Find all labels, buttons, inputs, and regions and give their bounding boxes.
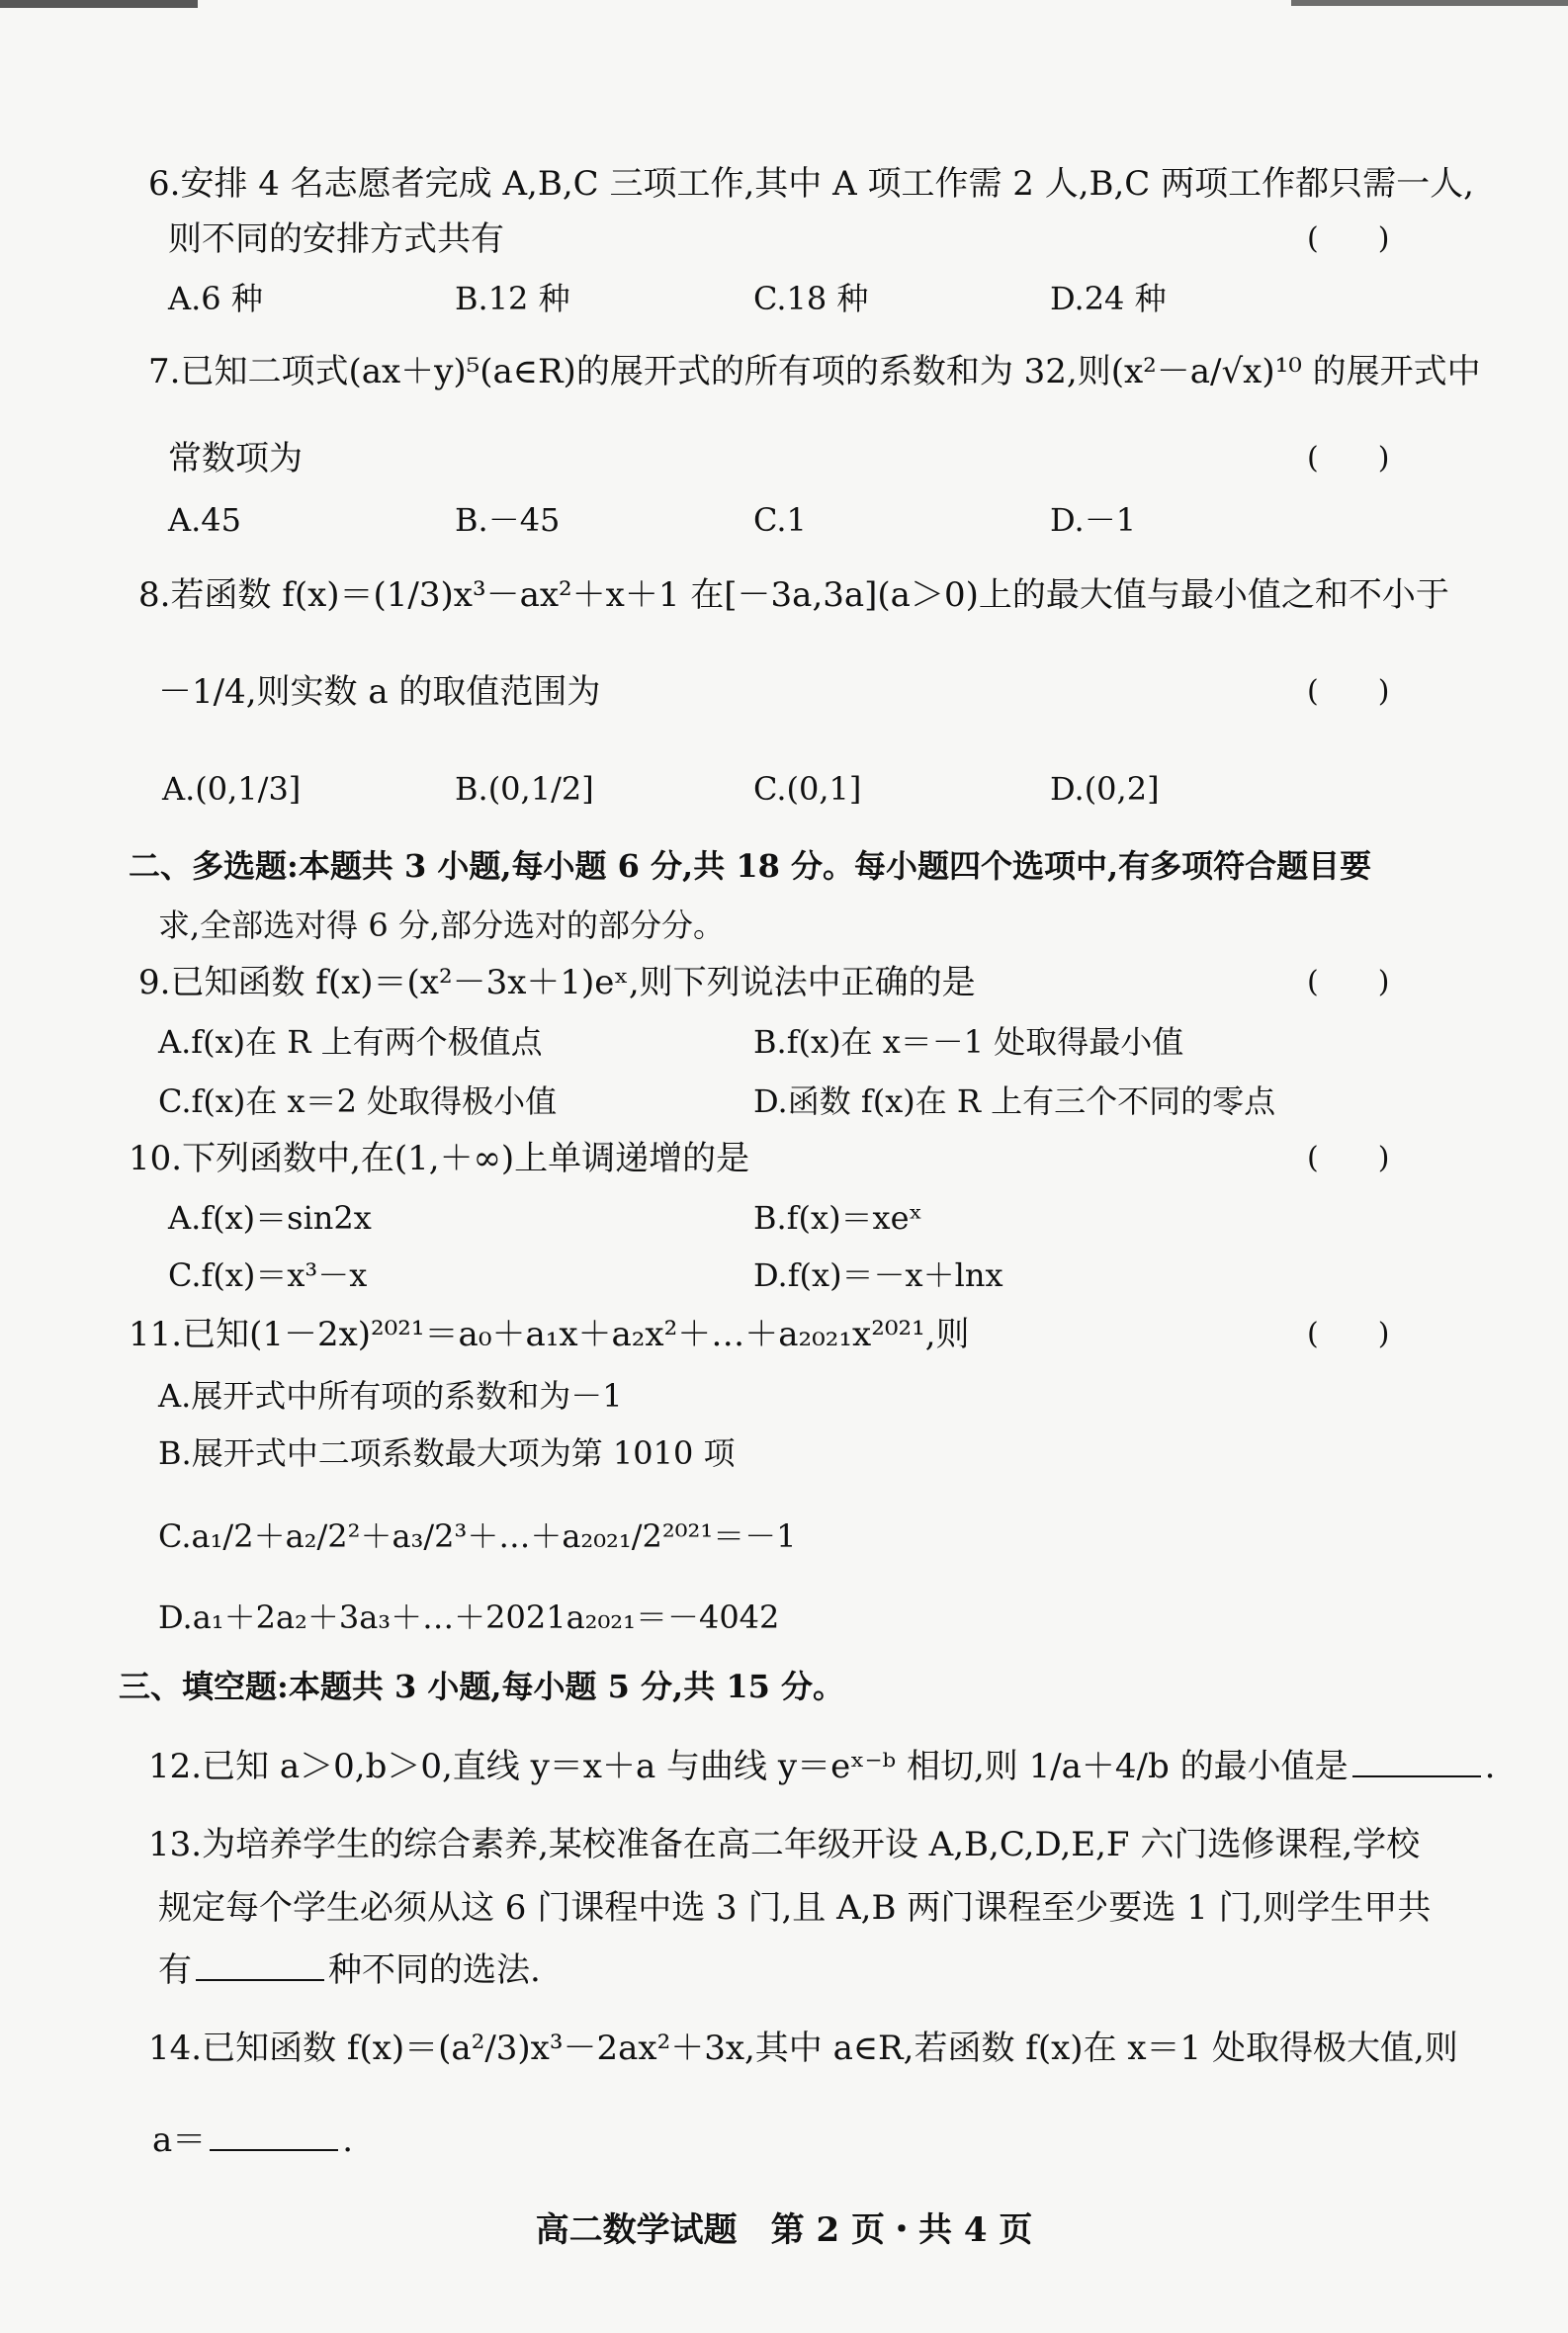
q11-option-a: A.展开式中所有项的系数和为－1 bbox=[158, 1377, 623, 1415]
q11-stem: 11.已知(1－2x)²⁰²¹＝a₀＋a₁x＋a₂x²＋…＋a₂₀₂₁x²⁰²¹,则 bbox=[129, 1315, 970, 1354]
q9-answer-paren: ( ) bbox=[1307, 965, 1390, 999]
q6-option-d: D.24 种 bbox=[1050, 280, 1167, 317]
q9-option-b: B.f(x)在 x＝－1 处取得最小值 bbox=[753, 1023, 1184, 1061]
q10-option-a: A.f(x)＝sin2x bbox=[168, 1199, 372, 1237]
q8-option-c: C.(0,1] bbox=[753, 770, 862, 808]
q10-option-b: B.f(x)＝xeˣ bbox=[753, 1199, 923, 1237]
q8-stem-line1: 8.若函数 f(x)＝(1/3)x³－ax²＋x＋1 在[－3a,3a](a＞0)上的最大值与最小值之和不小于 bbox=[138, 575, 1449, 615]
q14-line2 bbox=[152, 2119, 353, 2160]
q14-line1: 14.已知函数 f(x)＝(a²/3)x³－2ax²＋3x,其中 a∈R,若函数 f(x)在 x＝1 处取得极大值,则 bbox=[148, 2029, 1458, 2068]
page-footer: 高二数学试题 第 2 页・共 4 页 bbox=[535, 2210, 1033, 2250]
q11-option-d: D.a₁＋2a₂＋3a₃＋…＋2021a₂₀₂₁＝－4042 bbox=[158, 1599, 780, 1636]
q12-line bbox=[148, 1746, 1495, 1786]
q13-answer-blank[interactable] bbox=[196, 1949, 324, 1981]
q8-option-b: B.(0,1/2] bbox=[455, 770, 594, 808]
q7-option-b: B.－45 bbox=[455, 501, 561, 539]
q7-option-a: A.45 bbox=[168, 501, 241, 539]
q9-option-a: A.f(x)在 R 上有两个极值点 bbox=[158, 1023, 543, 1061]
q6-option-a: A.6 种 bbox=[168, 280, 263, 317]
q11-option-c: C.a₁/2＋a₂/2²＋a₃/2³＋…＋a₂₀₂₁/2²⁰²¹＝－1 bbox=[158, 1517, 797, 1555]
q12-answer-blank[interactable] bbox=[1352, 1746, 1481, 1777]
q6-stem-line2: 则不同的安排方式共有 bbox=[168, 219, 504, 259]
q13-prefix: 有 bbox=[158, 1950, 192, 1990]
q6-option-c: C.18 种 bbox=[753, 280, 869, 317]
q9-option-d: D.函数 f(x)在 R 上有三个不同的零点 bbox=[753, 1082, 1276, 1120]
q13-suffix: 种不同的选法. bbox=[328, 1950, 541, 1990]
section2-heading-line2: 求,全部选对得 6 分,部分选对的部分分。 bbox=[158, 907, 726, 944]
q14-suffix: . bbox=[342, 2120, 354, 2160]
scan-edge-mark-right bbox=[1291, 0, 1568, 6]
q11-answer-paren: ( ) bbox=[1307, 1317, 1390, 1351]
q8-stem-line2: －1/4,则实数 a 的取值范围为 bbox=[158, 672, 601, 712]
q12-text: 12.已知 a＞0,b＞0,直线 y＝x＋a 与曲线 y＝eˣ⁻ᵇ 相切,则 1/a＋4/b 的最小值是 bbox=[148, 1747, 1349, 1786]
q8-option-a: A.(0,1/3] bbox=[162, 770, 302, 808]
section2-heading-line1: 二、多选题:本题共 3 小题,每小题 6 分,共 18 分。每小题四个选项中,有多项符合题目要 bbox=[129, 847, 1372, 885]
q13-line3 bbox=[158, 1949, 541, 1990]
q13-line1: 13.为培养学生的综合素养,某校准备在高二年级开设 A,B,C,D,E,F 六门选修课程,学校 bbox=[148, 1825, 1421, 1864]
scan-edge-mark-left bbox=[0, 0, 198, 8]
q14-prefix: a＝ bbox=[152, 2120, 207, 2160]
q6-option-b: B.12 种 bbox=[455, 280, 570, 317]
q9-option-c: C.f(x)在 x＝2 处取得极小值 bbox=[158, 1082, 558, 1120]
q12-end: . bbox=[1484, 1747, 1496, 1786]
q11-option-b: B.展开式中二项系数最大项为第 1010 项 bbox=[158, 1434, 736, 1472]
q8-option-d: D.(0,2] bbox=[1050, 770, 1160, 808]
section3-heading: 三、填空题:本题共 3 小题,每小题 5 分,共 15 分。 bbox=[119, 1668, 845, 1705]
q10-stem: 10.下列函数中,在(1,＋∞)上单调递增的是 bbox=[129, 1139, 750, 1178]
q10-answer-paren: ( ) bbox=[1307, 1141, 1390, 1175]
q6-stem-line1: 6.安排 4 名志愿者完成 A,B,C 三项工作,其中 A 项工作需 2 人,B,C 两项工作都只需一人, bbox=[148, 164, 1474, 204]
q7-answer-paren: ( ) bbox=[1307, 441, 1390, 475]
q10-option-d: D.f(x)＝－x＋lnx bbox=[753, 1256, 1003, 1294]
q8-answer-paren: ( ) bbox=[1307, 674, 1390, 709]
q7-option-d: D.－1 bbox=[1050, 501, 1137, 539]
q6-answer-paren: ( ) bbox=[1307, 221, 1390, 256]
q10-option-c: C.f(x)＝x³－x bbox=[168, 1256, 368, 1294]
q7-option-c: C.1 bbox=[753, 501, 807, 539]
q7-stem-line2: 常数项为 bbox=[168, 439, 303, 478]
q14-answer-blank[interactable] bbox=[210, 2119, 338, 2151]
q9-stem: 9.已知函数 f(x)＝(x²－3x＋1)eˣ,则下列说法中正确的是 bbox=[138, 963, 976, 1002]
q7-stem-line1: 7.已知二项式(ax＋y)⁵(a∈R)的展开式的所有项的系数和为 32,则(x²－a/√x)¹⁰ 的展开式中 bbox=[148, 352, 1481, 391]
q13-line2: 规定每个学生必须从这 6 门课程中选 3 门,且 A,B 两门课程至少要选 1 门,则学生甲共 bbox=[158, 1888, 1432, 1928]
